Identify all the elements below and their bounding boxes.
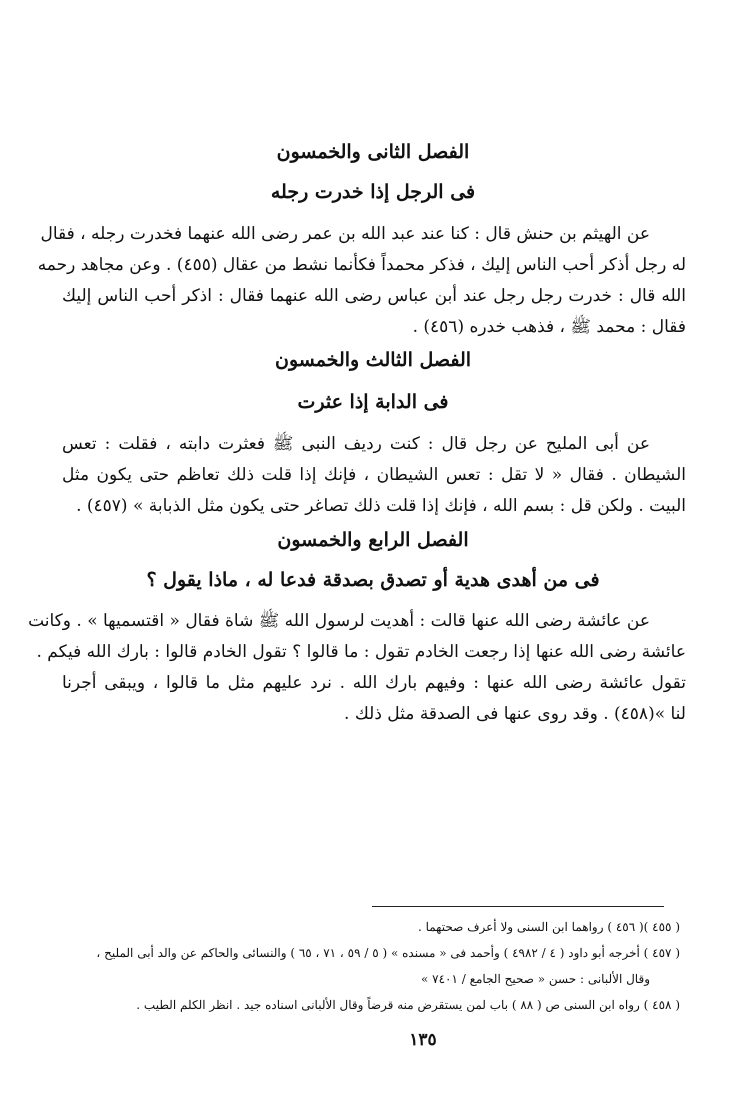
chapter-52-title: الفصل الثانى والخمسون xyxy=(276,141,470,163)
chapter-54-subtitle: فى من أهدى هدية أو تصدق بصدقة فدعا له ، ماذا يقول ؟ xyxy=(146,569,600,591)
text-line: عن أبى المليح عن رجل قال : كنت رديف النبى ﷺ فعثرت دابته ، فقلت : تعس xyxy=(62,434,650,454)
text-line: تقول عائشة رضى الله عنها : وفيهم بارك الله . نرد عليهم مثل ما قالوا ، ويبقى أجرنا xyxy=(62,673,686,693)
chapter-54-title: الفصل الرابع والخمسون xyxy=(277,529,469,551)
chapter-53-body xyxy=(62,429,686,522)
page-number: ١٣٥ xyxy=(409,1030,437,1050)
text-line: لنا »(٤٥٨) . وقد روى عنها فى الصدقة مثل ذلك . xyxy=(344,704,686,724)
text-line: عائشة رضى الله عنها إذا رجعت الخادم تقول : ما قالوا ؟ تقول الخادم قالوا : بارك الله فيكم . xyxy=(36,642,686,662)
chapter-54-body xyxy=(28,606,686,730)
text-line: الله قال : خدرت رجل رجل عند أبن عباس رضى الله عنهما فقال : اذكر أحب الناس إليك xyxy=(62,286,686,306)
footnotes xyxy=(60,914,680,1018)
text-line: فقال : محمد ﷺ ، فذهب خدره (٤٥٦) . xyxy=(412,317,686,337)
footnote: ( ٤٥٨ ) رواه ابن السنى ص ( ٨٨ ) باب لمن يستقرض منه قرضاً وقال الألبانى اسناده جيد . انظر الكلم الطيب . xyxy=(136,998,680,1012)
text-line: البيت . ولكن قل : بسم الله ، فإنك إذا قلت ذلك تصاغر حتى يكون مثل الذبابة » (٤٥٧) . xyxy=(76,496,686,516)
text-line: عن عائشة رضى الله عنها قالت : أهديت لرسول الله ﷺ شاة فقال « اقتسميها » . وكانت xyxy=(28,611,650,631)
chapter-52-body xyxy=(37,219,686,343)
chapter-52-subtitle: فى الرجل إذا خدرت رجله xyxy=(270,181,476,203)
footnote: ( ٤٥٥ )( ٤٥٦ ) رواهما ابن السنى ولا أعرف صحتهما . xyxy=(417,920,680,934)
footnote-divider xyxy=(372,906,664,907)
chapter-53-subtitle: فى الدابة إذا عثرت xyxy=(297,391,449,413)
footnote: ( ٤٥٧ ) أخرجه أبو داود ( ٤ / ٤٩٨٢ ) وأحمد فى « مسنده » ( ٥ / ٥٩ ، ٧١ ، ٦٥ ) والنسائى والحاكم عن والد أبى المليح ، xyxy=(96,946,680,960)
chapter-53-title: الفصل الثالث والخمسون xyxy=(274,349,472,371)
text-line: عن الهيثم بن حنش قال : كنا عند عبد الله بن عمر رضى الله عنهما فخدرت رجله ، فقال xyxy=(40,224,650,244)
footnote: وقال الألبانى : حسن « صحيح الجامع / ٧٤٠١ » xyxy=(420,972,650,986)
text-line: له رجل أذكر أحب الناس إليك ، فذكر محمداً فكأنما نشط من عقال (٤٥٥) . وعن مجاهد رحمه xyxy=(37,255,686,275)
text-line: الشيطان . فقال « لا تقل : تعس الشيطان ، فإنك إذا قلت ذلك تعاظم حتى يكون مثل xyxy=(62,465,686,485)
